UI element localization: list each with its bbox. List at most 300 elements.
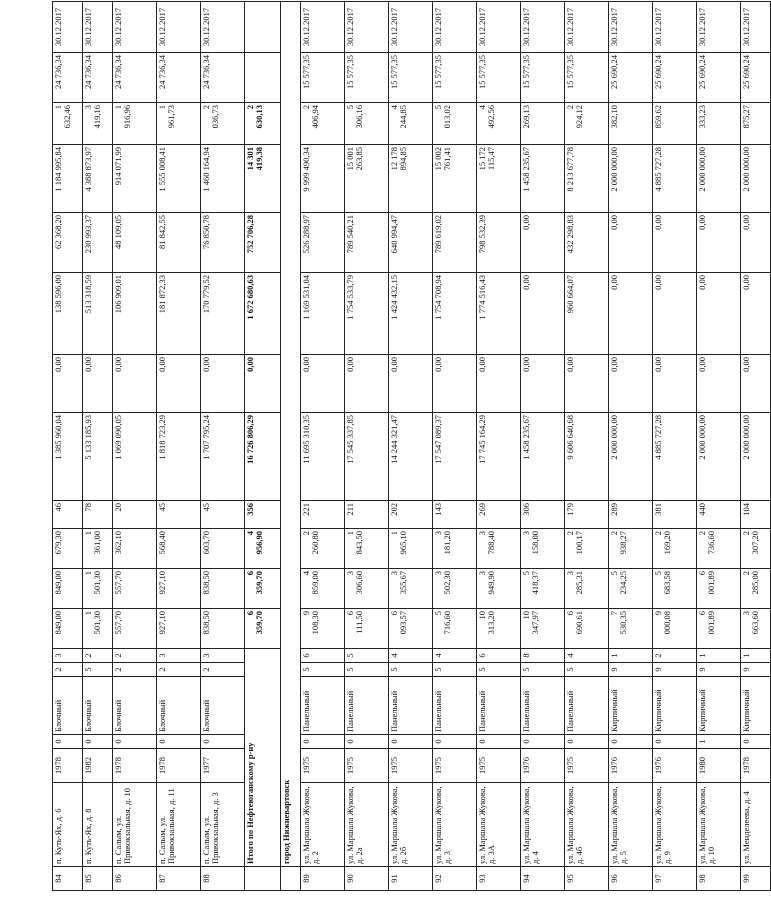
table-row [697, 2, 741, 891]
cell-cost-local: 76 850,78 [201, 213, 245, 273]
cell-cost-owners: 8 213 677,78 [565, 145, 609, 213]
cell-cost-region: 170 779,52 [201, 273, 245, 355]
cell-cost-fund: 0,00 [83, 355, 113, 413]
cell-cost-region: 181 872,33 [157, 273, 201, 355]
cell-cost-local: 0,00 [609, 213, 653, 273]
cell-residents: 269 [477, 501, 521, 529]
cell-row-number: 88 [201, 867, 245, 891]
cell-floors: 5 [565, 663, 609, 677]
cell-area-private: 1 965,10 [389, 529, 433, 569]
cell-cost-limit: 15 577,35 [389, 53, 433, 103]
cell-cost-limit: 15 577,35 [345, 53, 389, 103]
cell-cost-fund: 0,00 [697, 355, 741, 413]
cell-cost-fund: 0,00 [389, 355, 433, 413]
cell-entrances: 1 [609, 649, 653, 663]
cell-cost-limit: 24 736,34 [113, 53, 157, 103]
cell-address: ул. Маршала Жукова, д. 4 [521, 783, 565, 867]
cell-cost-total: 2 000 000,00 [609, 413, 653, 501]
cell-build-year: 1975 [389, 749, 433, 783]
cell-cost-fund: 0,00 [521, 355, 565, 413]
housing-register-table [52, 1, 771, 891]
cell-build-year: 1976 [521, 749, 565, 783]
cell-cost-region: 138 596,00 [53, 273, 83, 355]
cell-residents: 104 [741, 501, 771, 529]
cell-cost-per-sqm: 4 244,85 [389, 103, 433, 145]
cell-build-year: 1976 [609, 749, 653, 783]
cell-cost-local: 0,00 [521, 213, 565, 273]
cell-cost-per-sqm: 1 632,46 [53, 103, 83, 145]
rotated-table-area [52, 6, 760, 891]
cell-cost-per-sqm: 4 492,56 [477, 103, 521, 145]
section-row [281, 2, 301, 891]
cell-area-total: 6 093,57 [389, 609, 433, 649]
table-row [609, 2, 653, 891]
cell-flag-value: 0 [433, 735, 477, 749]
cell-flag-value: 0 [609, 735, 653, 749]
cell-deadline-date: 30.12.2017 [653, 2, 697, 53]
cell-flag-value: 0 [53, 735, 83, 749]
cell-build-year: 1975 [565, 749, 609, 783]
cell-cost-total: 1 707 795,24 [201, 413, 245, 501]
cell-cost-region: 0,00 [521, 273, 565, 355]
cell-cost-owners: 1 458 235,67 [521, 145, 565, 213]
cell-cost-total: 9 606 640,68 [565, 413, 609, 501]
cell-floors: 5 [301, 663, 345, 677]
cell-address: ул. Маршала Жукова, д. 9 [653, 783, 697, 867]
cell-entrances: 3 [201, 649, 245, 663]
total-residents: 356 [245, 501, 281, 529]
cell-address: ул. Маршала Жукова, д. 2 [301, 783, 345, 867]
cell-entrances: 6 [477, 649, 521, 663]
cell-cost-per-sqm: 5 013,02 [433, 103, 477, 145]
cell-address: ул. Маршала Жукова, д. 5 [609, 783, 653, 867]
cell-address: ул. Маршала Жукова, д. 10 [697, 783, 741, 867]
cell-entrances: 2 [653, 649, 697, 663]
cell-row-number: 85 [83, 867, 113, 891]
cell-flag-value: 0 [653, 735, 697, 749]
cell-build-year: 1978 [53, 749, 83, 783]
cell-residents: 20 [113, 501, 157, 529]
cell-build-year: 1978 [113, 749, 157, 783]
cell-row-number: 96 [609, 867, 653, 891]
cell-area-private: 568,40 [157, 529, 201, 569]
cell-residents: 202 [389, 501, 433, 529]
cell-cost-per-sqm: 269,13 [521, 103, 565, 145]
cell-cost-local: 48 109,05 [113, 213, 157, 273]
cell-build-year: 1975 [345, 749, 389, 783]
cell-cost-total: 14 244 321,47 [389, 413, 433, 501]
cell-deadline-date: 30.12.2017 [301, 2, 345, 53]
cell-cost-local: 798 532,39 [477, 213, 521, 273]
cell-residents: 211 [345, 501, 389, 529]
cell-area-living: 3 355,67 [389, 569, 433, 609]
cell-cost-region: 106 909,01 [113, 273, 157, 355]
cell-row-number: 90 [345, 867, 389, 891]
cell-entrances: 2 [83, 649, 113, 663]
cell-cost-limit: 15 577,35 [565, 53, 609, 103]
cell-row-number: 91 [389, 867, 433, 891]
cell-wall-material: Блочный [201, 677, 245, 735]
total-cost: 16 726 806,29 [245, 413, 281, 501]
cell-wall-material: Панельный [433, 677, 477, 735]
register-table-container [52, 6, 760, 891]
cell-cost-local: 526 288,97 [301, 213, 345, 273]
cell-wall-material: Кирпичный [653, 677, 697, 735]
cell-area-total: 10 347,97 [521, 609, 565, 649]
cell-area-private: 2 938,27 [609, 529, 653, 569]
cell-floors: 5 [433, 663, 477, 677]
cell-wall-material: Блочный [83, 677, 113, 735]
cell-residents: 45 [201, 501, 245, 529]
cell-cost-fund: 0,00 [113, 355, 157, 413]
cell-cost-per-sqm: 382,10 [609, 103, 653, 145]
cell-entrances: 6 [301, 649, 345, 663]
cell-cost-total: 11 695 310,35 [301, 413, 345, 501]
cell-area-living: 3 502,30 [433, 569, 477, 609]
cell-address: ул. Маршала Жукова, д. 3 [433, 783, 477, 867]
cell-cost-per-sqm: 1 961,73 [157, 103, 201, 145]
cell-entrances: 5 [345, 649, 389, 663]
table-row [201, 2, 245, 891]
cell-residents: 306 [521, 501, 565, 529]
cell-area-private: 679,30 [53, 529, 83, 569]
cell-area-living: 3 306,60 [345, 569, 389, 609]
cell-deadline-date: 30.12.2017 [521, 2, 565, 53]
cell-row-number: 84 [53, 867, 83, 891]
cell-cost-total: 1 069 090,05 [113, 413, 157, 501]
cell-area-private: 2 260,80 [301, 529, 345, 569]
cell-residents: 46 [53, 501, 83, 529]
table-row [345, 2, 389, 891]
cell-area-total: 557,70 [113, 609, 157, 649]
cell-cost-per-sqm: 5 306,16 [345, 103, 389, 145]
cell-build-year: 1978 [741, 749, 771, 783]
total-cell-empty [245, 53, 281, 103]
cell-cost-fund: 0,00 [609, 355, 653, 413]
table-row [565, 2, 609, 891]
table-row [477, 2, 521, 891]
cell-deadline-date: 30.12.2017 [389, 2, 433, 53]
cell-cost-owners: 15 172 115,47 [477, 145, 521, 213]
cell-floors: 5 [477, 663, 521, 677]
cell-cost-region: 1 424 432,15 [389, 273, 433, 355]
cell-deadline-date: 30.12.2017 [83, 2, 113, 53]
cell-wall-material: Панельный [345, 677, 389, 735]
cell-cost-owners: 4 388 873,97 [83, 145, 113, 213]
cell-floors: 5 [521, 663, 565, 677]
cell-area-living: 6 001,89 [697, 569, 741, 609]
cell-flag-value: 0 [301, 735, 345, 749]
cell-floors: 5 [83, 663, 113, 677]
cell-area-total: 927,10 [157, 609, 201, 649]
cell-deadline-date: 30.12.2017 [433, 2, 477, 53]
cell-area-private: 1 361,00 [83, 529, 113, 569]
cell-cost-per-sqm: 333,23 [697, 103, 741, 145]
cell-cost-local: 81 842,55 [157, 213, 201, 273]
cell-wall-material: Панельный [521, 677, 565, 735]
cell-residents: 381 [653, 501, 697, 529]
cell-cost-fund: 0,00 [565, 355, 609, 413]
cell-deadline-date: 30.12.2017 [113, 2, 157, 53]
cell-cost-limit: 15 577,35 [521, 53, 565, 103]
cell-build-year: 1978 [157, 749, 201, 783]
cell-residents: 221 [301, 501, 345, 529]
cell-entrances: 2 [113, 649, 157, 663]
cell-wall-material: Панельный [477, 677, 521, 735]
table-row [301, 2, 345, 891]
cell-area-living: 5 683,58 [653, 569, 697, 609]
cell-cost-limit: 25 690,24 [609, 53, 653, 103]
cell-cost-local: 0,00 [653, 213, 697, 273]
cell-build-year: 1976 [653, 749, 697, 783]
cell-cost-fund: 0,00 [477, 355, 521, 413]
cell-cost-total: 2 000 000,00 [697, 413, 741, 501]
cell-area-private: 1 843,50 [345, 529, 389, 569]
cell-build-year: 1975 [433, 749, 477, 783]
cell-address: ул. Маршала Жукова, д. 2а [345, 783, 389, 867]
cell-area-total: 849,00 [53, 609, 83, 649]
cell-cost-limit: 15 577,35 [477, 53, 521, 103]
cell-build-year: 1975 [477, 749, 521, 783]
cell-entrances: 3 [53, 649, 83, 663]
cell-cost-region: 1 169 531,04 [301, 273, 345, 355]
cell-residents: 289 [609, 501, 653, 529]
cell-address: ул. Маршала Жукова, д. 4б [565, 783, 609, 867]
table-row [83, 2, 113, 891]
cell-entrances: 1 [741, 649, 771, 663]
cell-wall-material: Панельный [565, 677, 609, 735]
cell-flag-value: 0 [157, 735, 201, 749]
cell-cost-total: 4 885 727,28 [653, 413, 697, 501]
cell-flag-value: 1 [697, 735, 741, 749]
cell-cost-local: 789 540,21 [345, 213, 389, 273]
cell-area-living: 3 949,90 [477, 569, 521, 609]
table-row [433, 2, 477, 891]
cell-entrances: 4 [389, 649, 433, 663]
table-row [521, 2, 565, 891]
cell-area-private: 603,70 [201, 529, 245, 569]
cell-flag-value: 0 [477, 735, 521, 749]
cell-area-private: 2 307,20 [741, 529, 771, 569]
cell-wall-material: Блочный [113, 677, 157, 735]
section-cell-empty [281, 867, 301, 891]
cell-area-living: 557,70 [113, 569, 157, 609]
cell-cost-owners: 1 184 995,84 [53, 145, 83, 213]
cell-area-living: 5 418,37 [521, 569, 565, 609]
cell-cost-per-sqm: 2 406,94 [301, 103, 345, 145]
cell-row-number: 93 [477, 867, 521, 891]
cell-cost-total: 17 547 089,37 [433, 413, 477, 501]
cell-cost-local: 230 993,37 [83, 213, 113, 273]
table-row [53, 2, 83, 891]
cell-area-total: 3 663,60 [741, 609, 771, 649]
cell-address: п. Салым, ул. Привокзальная, д. 10 [113, 783, 157, 867]
cell-area-private: 2 100,17 [565, 529, 609, 569]
total-cost-local: 752 706,28 [245, 213, 281, 273]
cell-cost-per-sqm: 3 419,16 [83, 103, 113, 145]
cell-cost-total: 1 385 960,04 [53, 413, 83, 501]
cell-area-total: 1 501,30 [83, 609, 113, 649]
cell-flag-value: 0 [345, 735, 389, 749]
cell-build-year: 1977 [201, 749, 245, 783]
cell-area-total: 6 690,61 [565, 609, 609, 649]
cell-cost-per-sqm: 1 916,96 [113, 103, 157, 145]
cell-flag-value: 0 [113, 735, 157, 749]
cell-cost-region: 960 664,07 [565, 273, 609, 355]
cell-deadline-date: 30.12.2017 [741, 2, 771, 53]
cell-floors: 5 [389, 663, 433, 677]
cell-cost-fund: 0,00 [653, 355, 697, 413]
cell-cost-owners: 12 178 894,85 [389, 145, 433, 213]
cell-area-total: 9 000,08 [653, 609, 697, 649]
cell-area-total: 9 108,30 [301, 609, 345, 649]
cell-cost-owners: 2 000 000,00 [609, 145, 653, 213]
cell-cost-region: 0,00 [741, 273, 771, 355]
cell-area-living: 849,00 [53, 569, 83, 609]
cell-cost-per-sqm: 859,62 [653, 103, 697, 145]
cell-area-total: 10 313,20 [477, 609, 521, 649]
cell-floors: 9 [653, 663, 697, 677]
table-row [741, 2, 771, 891]
cell-row-number: 97 [653, 867, 697, 891]
cell-cost-limit: 25 690,24 [741, 53, 771, 103]
cell-cost-owners: 1 460 164,94 [201, 145, 245, 213]
cell-cost-owners: 2 000 000,00 [741, 145, 771, 213]
cell-flag-value: 0 [521, 735, 565, 749]
cell-residents: 143 [433, 501, 477, 529]
cell-area-private: 362,10 [113, 529, 157, 569]
cell-area-total: 5 716,60 [433, 609, 477, 649]
cell-address: ул. Менделеева, д. 4 [741, 783, 771, 867]
cell-wall-material: Блочный [53, 677, 83, 735]
cell-cost-region: 513 318,59 [83, 273, 113, 355]
cell-cost-local: 789 619,02 [433, 213, 477, 273]
cell-floors: 9 [741, 663, 771, 677]
cell-row-number: 92 [433, 867, 477, 891]
total-cost-per-sqm: 2 630,13 [245, 103, 281, 145]
cell-area-private: 3 181,20 [433, 529, 477, 569]
table-row [157, 2, 201, 891]
cell-area-living: 5 234,25 [609, 569, 653, 609]
cell-cost-total: 2 000 000,00 [741, 413, 771, 501]
cell-address: ул. Маршала Жукова, д. 2б [389, 783, 433, 867]
cell-row-number: 99 [741, 867, 771, 891]
cell-deadline-date: 30.12.2017 [477, 2, 521, 53]
cell-cost-fund: 0,00 [53, 355, 83, 413]
cell-area-total: 6 111,50 [345, 609, 389, 649]
cell-wall-material: Кирпичный [609, 677, 653, 735]
cell-cost-owners: 15 001 263,85 [345, 145, 389, 213]
cell-cost-local: 432 298,83 [565, 213, 609, 273]
cell-area-living: 1 501,30 [83, 569, 113, 609]
total-label: Итого по Нефтеюганскому р-ну [245, 649, 281, 867]
total-area-total: 6 359,70 [245, 609, 281, 649]
cell-row-number: 86 [113, 867, 157, 891]
cell-cost-limit: 25 690,24 [697, 53, 741, 103]
cell-address: п. Куть-Ях, д. 8 [83, 783, 113, 867]
cell-deadline-date: 30.12.2017 [565, 2, 609, 53]
cell-cost-limit: 24 736,34 [83, 53, 113, 103]
cell-area-living: 838,50 [201, 569, 245, 609]
cell-entrances: 3 [157, 649, 201, 663]
cell-wall-material: Блочный [157, 677, 201, 735]
cell-area-private: 2 169,20 [653, 529, 697, 569]
total-cost-region: 1 672 680,63 [245, 273, 281, 355]
cell-wall-material: Кирпичный [697, 677, 741, 735]
cell-row-number: 95 [565, 867, 609, 891]
cell-cost-fund: 0,00 [301, 355, 345, 413]
cell-deadline-date: 30.12.2017 [53, 2, 83, 53]
cell-entrances: 1 [697, 649, 741, 663]
cell-cost-limit: 25 690,24 [653, 53, 697, 103]
cell-floors: 9 [609, 663, 653, 677]
table-body-lower [301, 2, 771, 891]
cell-cost-local: 0,00 [741, 213, 771, 273]
cell-area-living: 4 859,00 [301, 569, 345, 609]
cell-cost-limit: 15 577,35 [433, 53, 477, 103]
cell-cost-fund: 0,00 [345, 355, 389, 413]
cell-cost-region: 1 774 516,43 [477, 273, 521, 355]
cell-row-number: 89 [301, 867, 345, 891]
cell-cost-fund: 0,00 [201, 355, 245, 413]
cell-flag-value: 0 [201, 735, 245, 749]
cell-residents: 78 [83, 501, 113, 529]
cell-cost-fund: 0,00 [433, 355, 477, 413]
cell-cost-total: 5 133 185,93 [83, 413, 113, 501]
cell-cost-owners: 9 999 490,34 [301, 145, 345, 213]
cell-cost-limit: 24 736,34 [157, 53, 201, 103]
cell-row-number: 98 [697, 867, 741, 891]
total-cost-owners: 14 301 419,38 [245, 145, 281, 213]
cell-cost-local: 62 368,20 [53, 213, 83, 273]
cell-cost-limit: 24 736,34 [201, 53, 245, 103]
cell-deadline-date: 30.12.2017 [609, 2, 653, 53]
section-city-title: город Нижневартовск [281, 2, 301, 867]
cell-cost-region: 0,00 [653, 273, 697, 355]
total-area-living: 6 359,70 [245, 569, 281, 609]
cell-deadline-date: 30.12.2017 [201, 2, 245, 53]
cell-wall-material: Панельный [389, 677, 433, 735]
cell-floors: 2 [53, 663, 83, 677]
cell-cost-per-sqm: 2 924,12 [565, 103, 609, 145]
cell-cost-fund: 0,00 [741, 355, 771, 413]
cell-deadline-date: 30.12.2017 [345, 2, 389, 53]
cell-wall-material: Панельный [301, 677, 345, 735]
cell-cost-local: 640 994,47 [389, 213, 433, 273]
cell-floors: 9 [697, 663, 741, 677]
table-row [113, 2, 157, 891]
cell-floors: 5 [345, 663, 389, 677]
cell-address: п. Куть-Ях, д. 6 [53, 783, 83, 867]
cell-floors: 2 [201, 663, 245, 677]
cell-cost-owners: 2 000 000,00 [697, 145, 741, 213]
cell-cost-region: 0,00 [697, 273, 741, 355]
cell-area-total: 6 001,89 [697, 609, 741, 649]
cell-area-private: 2 736,60 [697, 529, 741, 569]
cell-address: п. Салым, ул. Привокзальная, д. 11 [157, 783, 201, 867]
cell-residents: 179 [565, 501, 609, 529]
total-row [245, 2, 281, 891]
table-row [653, 2, 697, 891]
cell-cost-total: 17 545 337,85 [345, 413, 389, 501]
cell-area-total: 7 530,35 [609, 609, 653, 649]
table-body-total [245, 2, 301, 891]
cell-area-private: 3 788,40 [477, 529, 521, 569]
cell-cost-fund: 0,00 [157, 355, 201, 413]
cell-deadline-date: 30.12.2017 [697, 2, 741, 53]
cell-cost-owners: 4 885 727,28 [653, 145, 697, 213]
cell-area-living: 927,10 [157, 569, 201, 609]
